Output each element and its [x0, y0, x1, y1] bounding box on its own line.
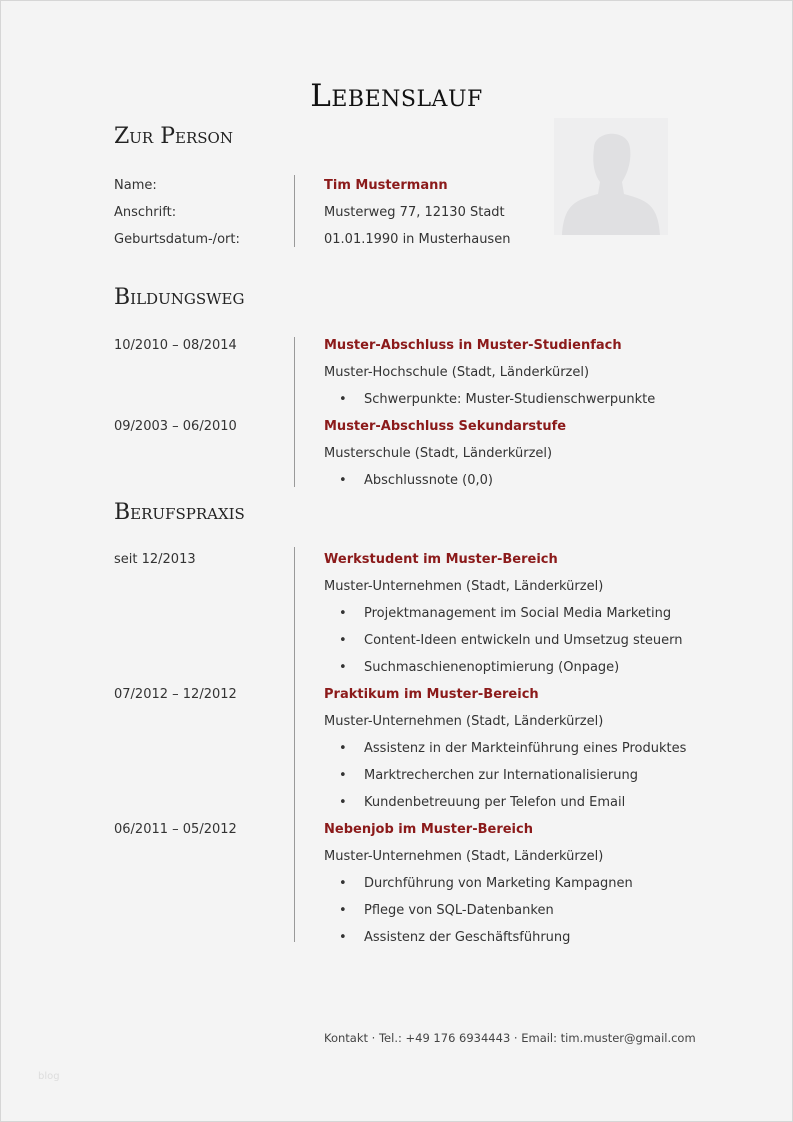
bullet-item [0, 870, 793, 897]
entry-place-row [0, 573, 793, 600]
bullet-icon: • [339, 473, 347, 488]
bullet-item [0, 627, 793, 654]
entry-title: Werkstudent im Muster-Bereich [324, 552, 558, 567]
bullet-icon: • [339, 768, 347, 783]
bullet-text: Kundenbetreuung per Telefon und Email [364, 795, 626, 810]
entry-date: 07/2012 – 12/2012 [114, 687, 237, 702]
entry-place-row [0, 843, 793, 870]
value: 01.01.1990 in Musterhausen [324, 232, 511, 247]
bullet-icon: • [339, 741, 347, 756]
bullet-item [0, 897, 793, 924]
label: Anschrift: [114, 205, 177, 220]
section-heading-experience: Berufspraxis [114, 500, 245, 525]
bullet-item [0, 600, 793, 627]
bullet-text: Marktrecherchen zur Internationalisierung [364, 768, 638, 783]
bullet-item [0, 654, 793, 681]
entry-place: Muster-Unternehmen (Stadt, Länderkürzel) [324, 579, 604, 594]
entry-title-row [0, 413, 793, 440]
watermark: blog [38, 1071, 60, 1082]
bullet-text: Assistenz der Geschäftsführung [364, 930, 571, 945]
person-row-name [0, 172, 793, 199]
person-row-address [0, 199, 793, 226]
label: Name: [114, 178, 157, 193]
bullet-text: Durchführung von Marketing Kampagnen [364, 876, 633, 891]
entry-title-row [0, 332, 793, 359]
bullet-text: Assistenz in der Markteinführung eines Produktes [364, 741, 687, 756]
bullet-text: Content-Ideen entwickeln und Umsetzug steuern [364, 633, 683, 648]
bullet-text: Pflege von SQL-Datenbanken [364, 903, 554, 918]
contact-footer: Kontakt · Tel.: +49 176 6934443 · Email: tim.muster@gmail.com [324, 1031, 696, 1045]
value: Tim Mustermann [324, 178, 448, 193]
bullet-text: Projektmanagement im Social Media Marketing [364, 606, 672, 621]
bullet-text: Suchmaschienenoptimierung (Onpage) [364, 660, 620, 675]
bullet-icon: • [339, 876, 347, 891]
entry-place: Muster-Unternehmen (Stadt, Länderkürzel) [324, 714, 604, 729]
entry-place: Muster-Hochschule (Stadt, Länderkürzel) [324, 365, 590, 380]
bullet-icon: • [339, 903, 347, 918]
education-list [0, 332, 793, 494]
entry-title-row [0, 546, 793, 573]
entry-place-row [0, 708, 793, 735]
bullet-icon: • [339, 606, 347, 621]
entry-place-row [0, 359, 793, 386]
entry-place-row [0, 440, 793, 467]
bullet-icon: • [339, 795, 347, 810]
section-heading-person: Zur Person [114, 124, 233, 149]
experience-list [0, 546, 793, 951]
bullet-item [0, 762, 793, 789]
value: Musterweg 77, 12130 Stadt [324, 205, 505, 220]
entry-place: Muster-Unternehmen (Stadt, Länderkürzel) [324, 849, 604, 864]
entry-date: 09/2003 – 06/2010 [114, 419, 237, 434]
entry-title: Muster-Abschluss in Muster-Studienfach [324, 338, 622, 353]
bullet-icon: • [339, 660, 347, 675]
bullet-item [0, 735, 793, 762]
bullet-item [0, 467, 793, 494]
entry-date: 10/2010 – 08/2014 [114, 338, 237, 353]
bullet-item [0, 924, 793, 951]
entry-place: Musterschule (Stadt, Länderkürzel) [324, 446, 553, 461]
entry-date: 06/2011 – 05/2012 [114, 822, 237, 837]
entry-date: seit 12/2013 [114, 552, 196, 567]
bullet-item [0, 386, 793, 413]
person-row-birth [0, 226, 793, 253]
entry-title-row [0, 816, 793, 843]
label: Geburtsdatum-/ort: [114, 232, 240, 247]
bullet-icon: • [339, 633, 347, 648]
entry-title: Praktikum im Muster-Bereich [324, 687, 539, 702]
entry-title-row [0, 681, 793, 708]
bullet-text: Abschlussnote (0,0) [364, 473, 493, 488]
entry-title: Muster-Abschluss Sekundarstufe [324, 419, 567, 434]
bullet-icon: • [339, 930, 347, 945]
entry-title: Nebenjob im Muster-Bereich [324, 822, 533, 837]
section-heading-education: Bildungsweg [114, 285, 245, 310]
person-details [0, 172, 793, 253]
bullet-icon: • [339, 392, 347, 407]
bullet-text: Schwerpunkte: Muster-Studienschwerpunkte [364, 392, 656, 407]
document-title: Lebenslauf [310, 78, 483, 114]
bullet-item [0, 789, 793, 816]
